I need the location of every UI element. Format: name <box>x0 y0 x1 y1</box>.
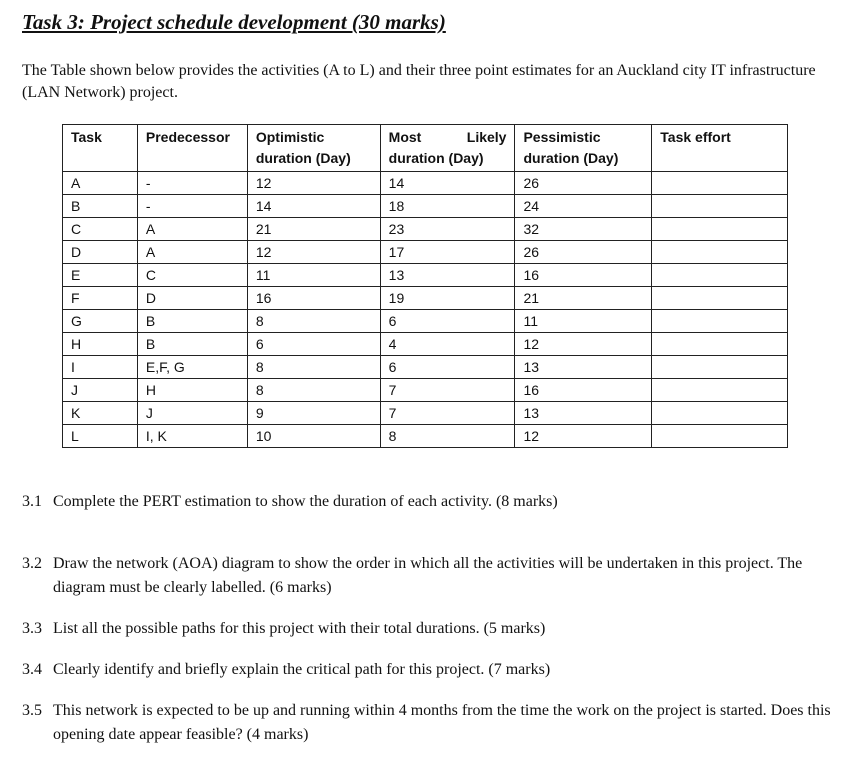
question-3-1 <box>22 490 842 514</box>
cell-predecessor: A <box>137 241 247 264</box>
cell-task: I <box>63 356 138 379</box>
cell-task-effort <box>652 402 788 425</box>
cell-most-likely: 23 <box>380 218 515 241</box>
header-task-effort: Task effort <box>652 125 788 172</box>
table-row <box>63 310 788 333</box>
header-pessimistic-line1: Pessimistic <box>523 129 601 145</box>
header-pessimistic <box>515 125 652 172</box>
table-row <box>63 356 788 379</box>
cell-task-effort <box>652 195 788 218</box>
cell-predecessor: B <box>137 333 247 356</box>
cell-task-effort <box>652 241 788 264</box>
cell-optimistic: 11 <box>247 264 380 287</box>
cell-optimistic: 8 <box>247 379 380 402</box>
question-number: 3.5 <box>22 702 42 719</box>
cell-predecessor: J <box>137 402 247 425</box>
cell-most-likely: 19 <box>380 287 515 310</box>
cell-task: F <box>63 287 138 310</box>
cell-predecessor: H <box>137 379 247 402</box>
cell-task-effort <box>652 356 788 379</box>
cell-optimistic: 10 <box>247 425 380 448</box>
cell-task: H <box>63 333 138 356</box>
cell-task-effort <box>652 264 788 287</box>
table-row <box>63 172 788 195</box>
cell-task: A <box>63 172 138 195</box>
cell-pessimistic: 16 <box>515 264 652 287</box>
question-number: 3.1 <box>22 493 42 510</box>
cell-optimistic: 14 <box>247 195 380 218</box>
cell-optimistic: 21 <box>247 218 380 241</box>
cell-pessimistic: 21 <box>515 287 652 310</box>
cell-task: G <box>63 310 138 333</box>
cell-task-effort <box>652 379 788 402</box>
cell-optimistic: 6 <box>247 333 380 356</box>
question-text: List all the possible paths for this project with their total durations. (5 marks) <box>53 620 546 637</box>
header-optimistic-line1: Optimistic <box>255 129 325 145</box>
header-most-likely-line2: duration (Day) <box>388 150 484 166</box>
question-3-2 <box>22 552 842 600</box>
question-text: Draw the network (AOA) diagram to show the order in which all the activities will be undertaken in this project. The diagram must be clearly labelled. (6 marks) <box>53 555 803 596</box>
cell-most-likely: 18 <box>380 195 515 218</box>
cell-most-likely: 7 <box>380 402 515 425</box>
cell-optimistic: 12 <box>247 241 380 264</box>
question-text: Clearly identify and briefly explain the critical path for this project. (7 marks) <box>53 661 551 678</box>
cell-task: E <box>63 264 138 287</box>
cell-task-effort <box>652 172 788 195</box>
cell-most-likely: 17 <box>380 241 515 264</box>
cell-pessimistic: 12 <box>515 425 652 448</box>
cell-predecessor: I, K <box>137 425 247 448</box>
cell-pessimistic: 24 <box>515 195 652 218</box>
cell-optimistic: 9 <box>247 402 380 425</box>
table-row <box>63 379 788 402</box>
cell-optimistic: 8 <box>247 356 380 379</box>
cell-predecessor: - <box>137 195 247 218</box>
cell-task-effort <box>652 218 788 241</box>
question-number: 3.4 <box>22 661 42 678</box>
cell-pessimistic: 26 <box>515 241 652 264</box>
cell-task-effort <box>652 425 788 448</box>
cell-task: L <box>63 425 138 448</box>
header-most-likely-line1 <box>389 127 507 148</box>
table-row <box>63 218 788 241</box>
cell-optimistic: 16 <box>247 287 380 310</box>
cell-task: C <box>63 218 138 241</box>
question-3-5 <box>22 699 842 747</box>
question-3-4 <box>22 658 842 682</box>
cell-predecessor: E,F, G <box>137 356 247 379</box>
cell-pessimistic: 11 <box>515 310 652 333</box>
cell-pessimistic: 32 <box>515 218 652 241</box>
header-likely-word: Likely <box>466 129 507 145</box>
cell-optimistic: 8 <box>247 310 380 333</box>
cell-most-likely: 14 <box>380 172 515 195</box>
header-optimistic <box>247 125 380 172</box>
intro-paragraph: The Table shown below provides the activities (A to L) and their three point estimates for an Auckland city IT infrastructure (LAN Network) project. <box>22 62 816 101</box>
table-row <box>63 241 788 264</box>
cell-most-likely: 4 <box>380 333 515 356</box>
header-optimistic-line2: duration (Day) <box>255 150 351 166</box>
cell-pessimistic: 16 <box>515 379 652 402</box>
question-number: 3.2 <box>22 555 42 572</box>
page-title: Task 3: Project schedule development (30 marks) <box>22 10 446 34</box>
question-text: This network is expected to be up and running within 4 months from the time the work on the project is started. Does this opening date appear feasible? (4 marks) <box>53 702 831 743</box>
cell-pessimistic: 13 <box>515 402 652 425</box>
cell-predecessor: B <box>137 310 247 333</box>
cell-most-likely: 6 <box>380 356 515 379</box>
cell-optimistic: 12 <box>247 172 380 195</box>
cell-pessimistic: 13 <box>515 356 652 379</box>
cell-task: B <box>63 195 138 218</box>
header-most-likely <box>380 125 515 172</box>
question-text: Complete the PERT estimation to show the duration of each activity. (8 marks) <box>53 493 558 510</box>
header-pessimistic-line2: duration (Day) <box>523 150 619 166</box>
cell-most-likely: 6 <box>380 310 515 333</box>
question-number: 3.3 <box>22 620 42 637</box>
cell-task: D <box>63 241 138 264</box>
cell-pessimistic: 26 <box>515 172 652 195</box>
cell-most-likely: 13 <box>380 264 515 287</box>
cell-task-effort <box>652 287 788 310</box>
header-predecessor: Predecessor <box>137 125 247 172</box>
header-most-word: Most <box>388 129 422 145</box>
question-3-3 <box>22 617 842 641</box>
table-row <box>63 264 788 287</box>
cell-pessimistic: 12 <box>515 333 652 356</box>
header-task: Task <box>63 125 138 172</box>
activity-table <box>62 124 788 448</box>
cell-task-effort <box>652 333 788 356</box>
cell-predecessor: D <box>137 287 247 310</box>
table-header-row <box>63 125 788 172</box>
cell-most-likely: 7 <box>380 379 515 402</box>
table-row <box>63 425 788 448</box>
cell-task: J <box>63 379 138 402</box>
cell-predecessor: - <box>137 172 247 195</box>
cell-predecessor: C <box>137 264 247 287</box>
table-row <box>63 402 788 425</box>
table-row <box>63 333 788 356</box>
cell-task-effort <box>652 310 788 333</box>
cell-task: K <box>63 402 138 425</box>
cell-most-likely: 8 <box>380 425 515 448</box>
table-row <box>63 287 788 310</box>
table-row <box>63 195 788 218</box>
cell-predecessor: A <box>137 218 247 241</box>
